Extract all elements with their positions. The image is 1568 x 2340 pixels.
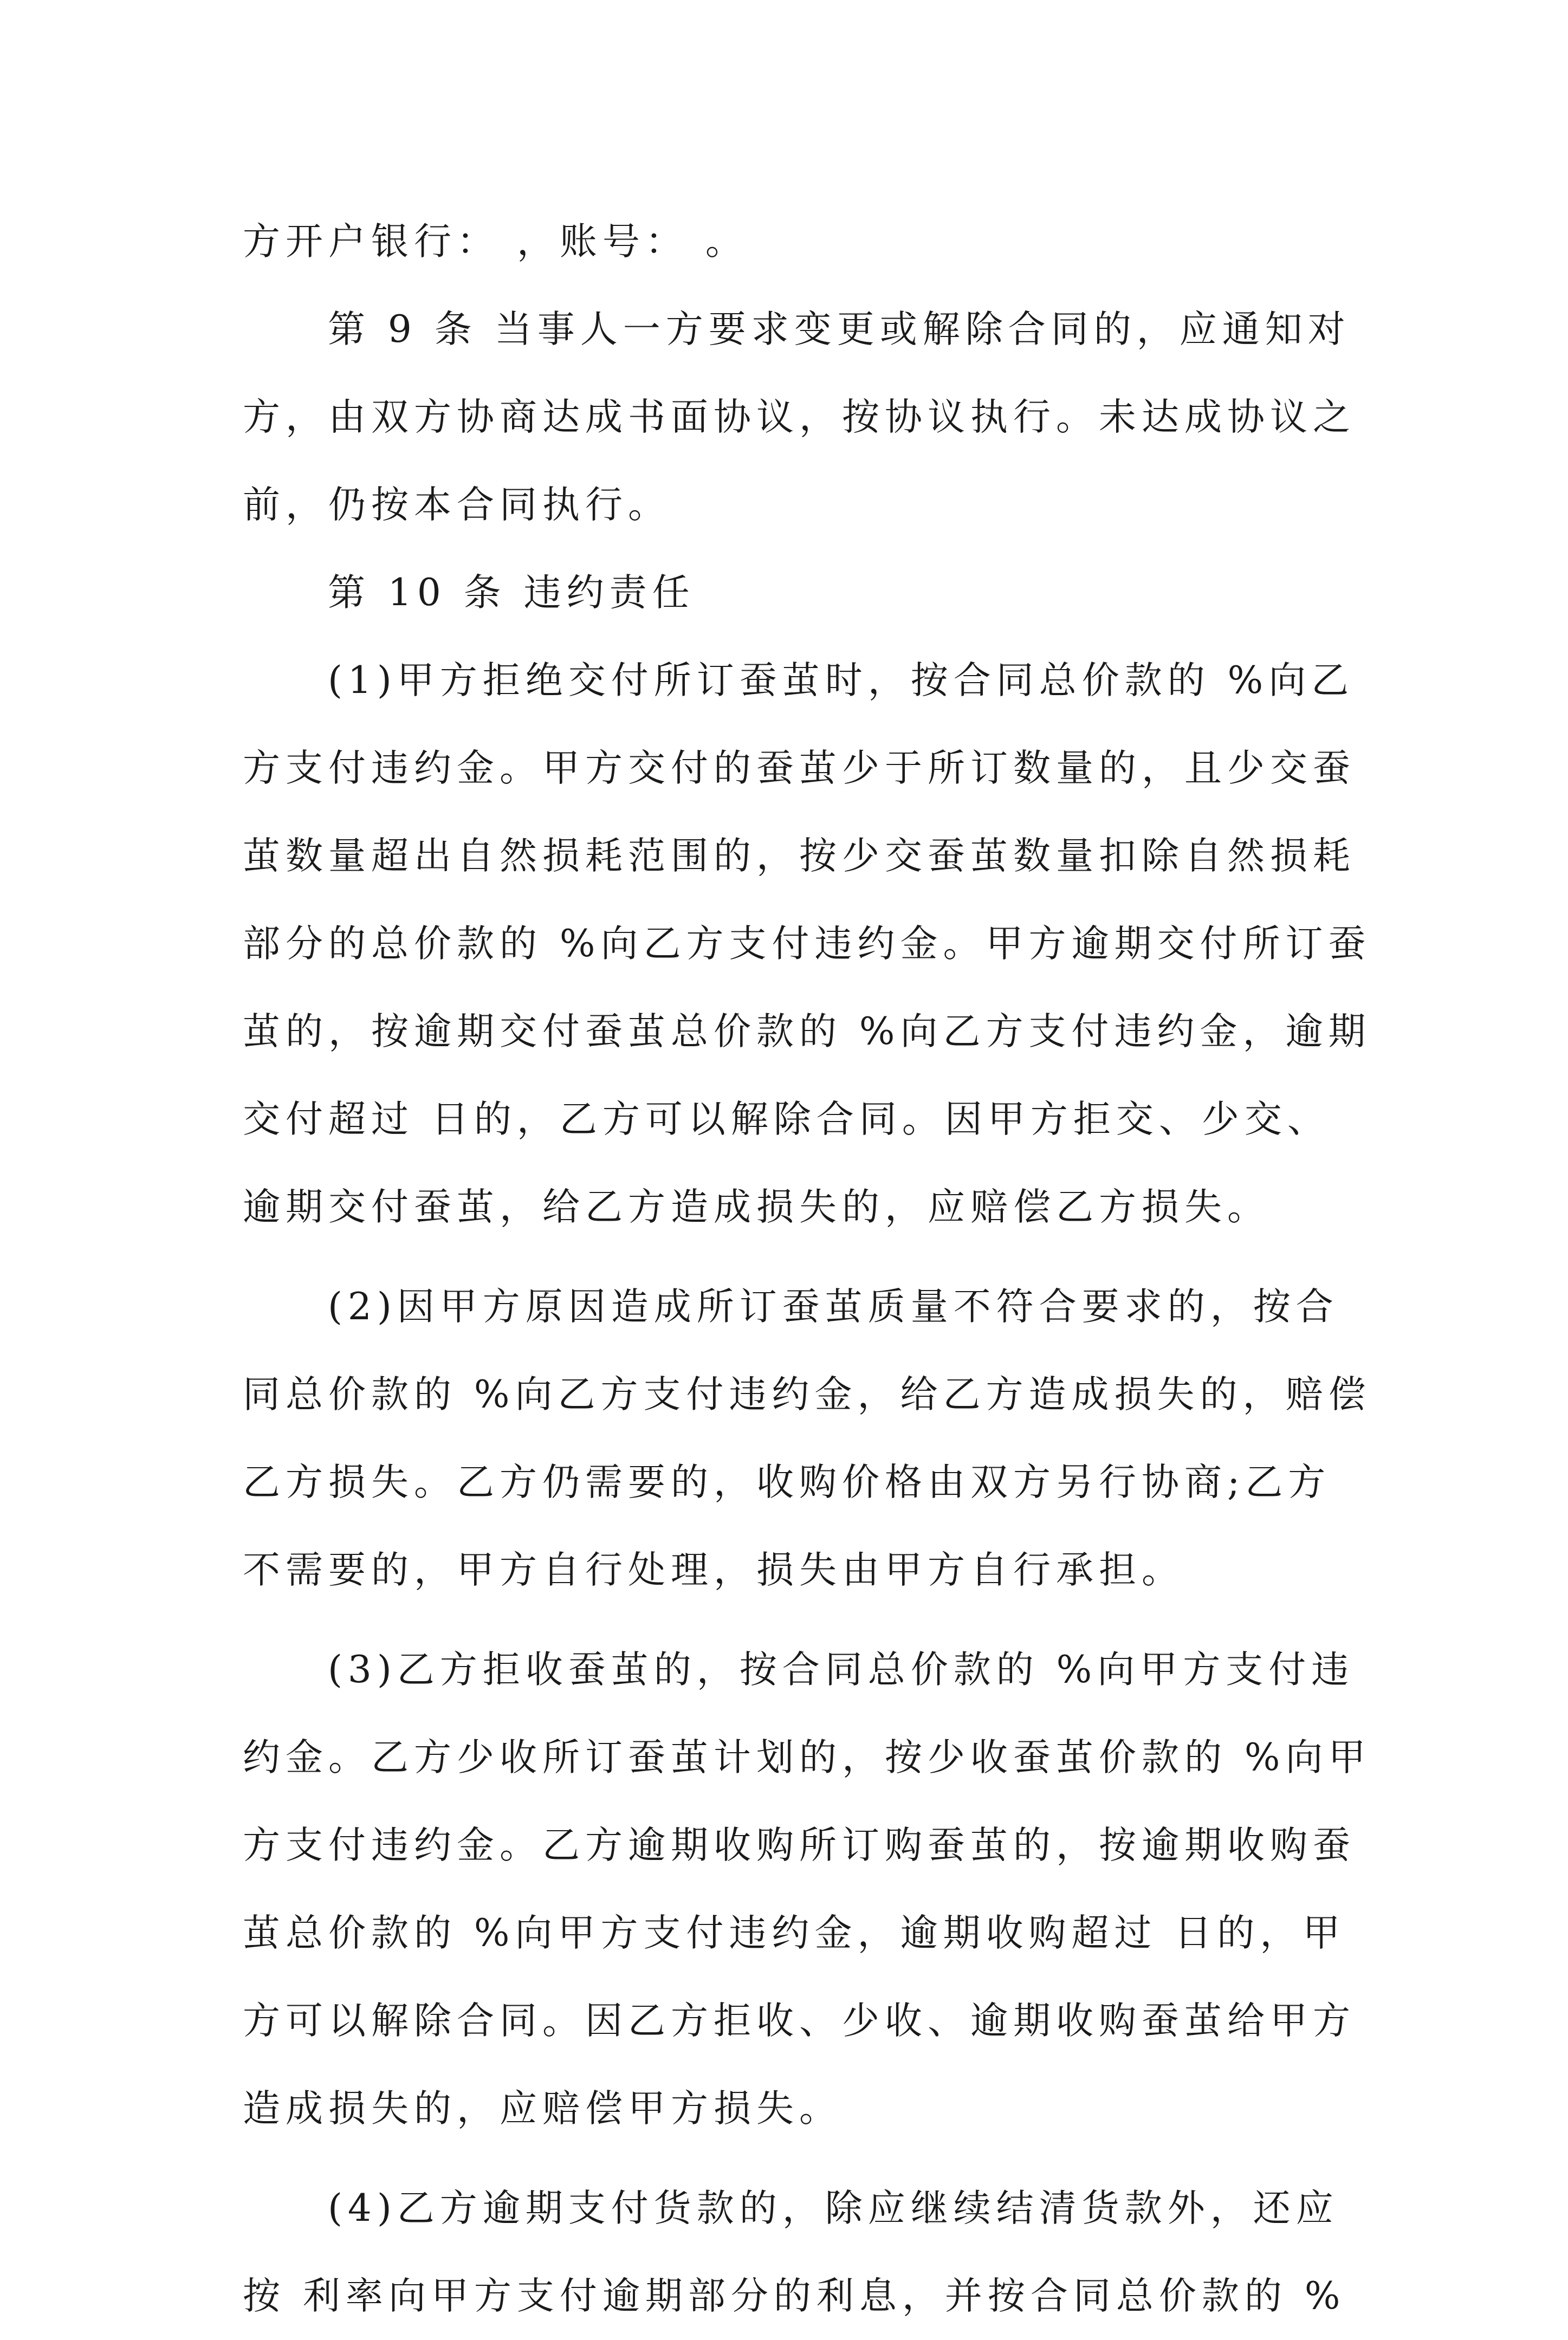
text-line: 造成损失的，应赔偿甲方损失。: [243, 2087, 842, 2130]
article-9-heading-line: 第 9 条 当事人一方要求变更或解除合同的，应通知对: [328, 308, 1351, 351]
text-line: 茧总价款的 %向甲方支付违约金，逾期收购超过 日的，甲: [243, 1911, 1346, 1955]
text-line: 方支付违约金。乙方逾期收购所订购蚕茧的，按逾期收购蚕: [243, 1824, 1356, 1867]
text-line: 方支付违约金。甲方交付的蚕茧少于所订数量的，且少交蚕: [243, 747, 1356, 790]
text-line: 茧数量超出自然损耗范围的，按少交蚕茧数量扣除自然损耗: [243, 834, 1356, 878]
text-line: 前，仍按本合同执行。: [243, 483, 671, 527]
text-line: 逾期交付蚕茧，给乙方造成损失的，应赔偿乙方损失。: [243, 1185, 1270, 1229]
text-line: 部分的总价款的 %向乙方支付违约金。甲方逾期交付所订蚕: [243, 922, 1371, 965]
text-line: 交付超过 日的，乙方可以解除合同。因甲方拒交、少交、: [243, 1098, 1330, 1141]
text-line: 茧的，按逾期交付蚕茧总价款的 %向乙方支付违约金，逾期: [243, 1010, 1371, 1053]
text-line: 按 利率向甲方支付逾期部分的利息，并按合同总价款的 %: [243, 2274, 1346, 2318]
text-line: 方，由双方协商达成书面协议，按协议执行。未达成协议之: [243, 396, 1356, 439]
clause-1-start: (1)甲方拒绝交付所订蚕茧时，按合同总价款的 %向乙: [328, 659, 1355, 702]
text-line: 不需要的，甲方自行处理，损失由甲方自行承担。: [243, 1548, 1184, 1592]
contract-body-text: [243, 198, 1371, 2340]
text-line: 方开户银行： ，账号： 。: [243, 220, 748, 263]
text-line: 约金。乙方少收所订蚕茧计划的，按少收蚕茧价款的 %向甲: [243, 1736, 1371, 1779]
clause-4-start: (4)乙方逾期支付货款的，除应继续结清货款外，还应: [328, 2187, 1339, 2230]
text-line: 乙方损失。乙方仍需要的，收购价格由双方另行协商;乙方: [243, 1461, 1331, 1504]
clause-2-start: (2)因甲方原因造成所订蚕茧质量不符合要求的，按合: [328, 1285, 1339, 1328]
clause-3-start: (3)乙方拒收蚕茧的，按合同总价款的 %向甲方支付违: [328, 1648, 1355, 1691]
text-line: 方可以解除合同。因乙方拒收、少收、逾期收购蚕茧给甲方: [243, 1999, 1356, 2043]
text-line: 同总价款的 %向乙方支付违约金，给乙方造成损失的，赔偿: [243, 1373, 1371, 1416]
article-10-heading: 第 10 条 违约责任: [328, 571, 695, 614]
